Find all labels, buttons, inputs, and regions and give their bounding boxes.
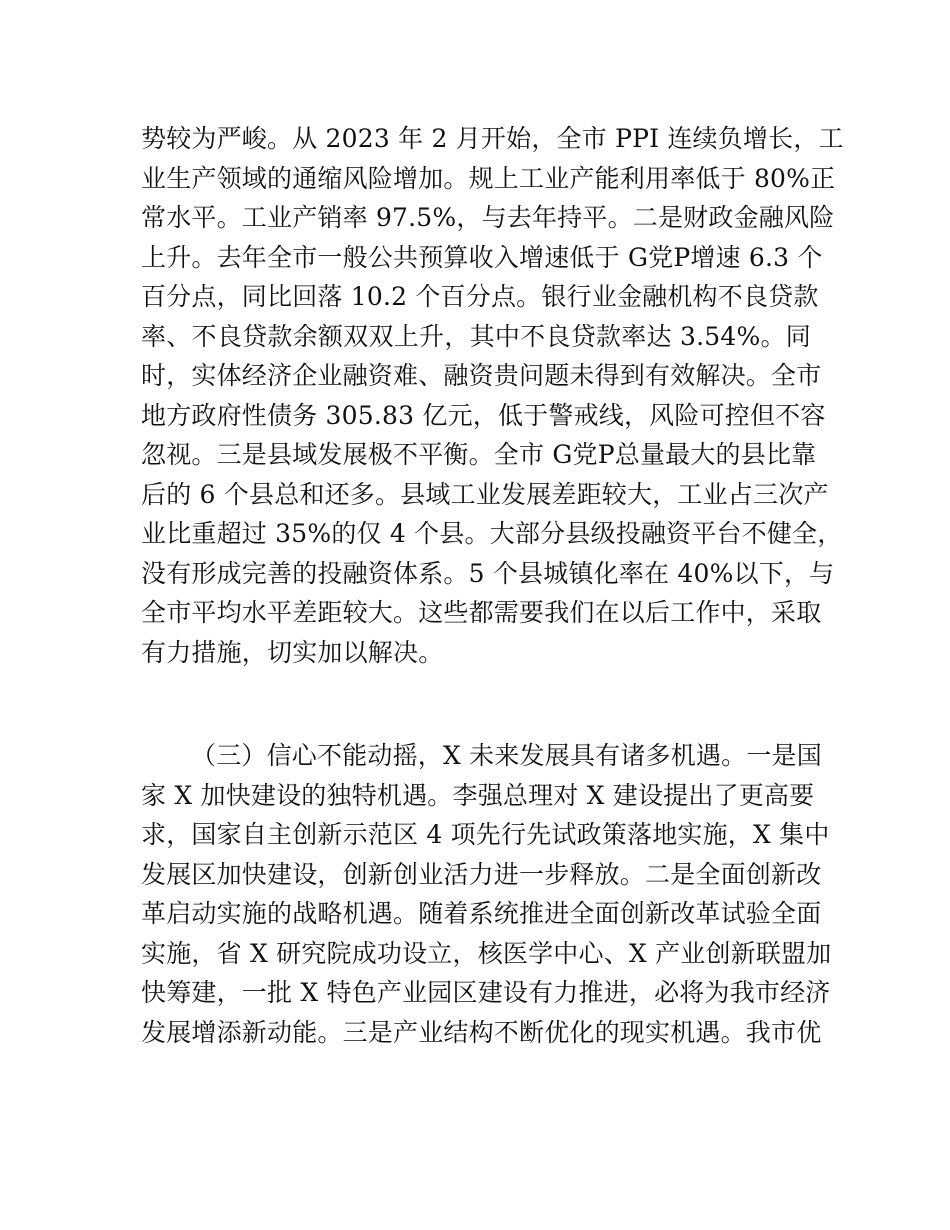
text-line: 上升。去年全市一般公共预算收入增速低于 G党P增速 6.3 个: [141, 242, 823, 272]
text-line: 忽视。三是县域发展极不平衡。全市 G党P总量最大的县比靠: [141, 440, 817, 469]
paragraph-risks: [141, 119, 844, 672]
text-line: 业生产领域的通缩风险增加。规上工业产能利用率低于 80%正: [141, 163, 836, 193]
text-line: 没有形成完善的投融资体系。5 个县城镇化率在 40%以下，与: [141, 558, 835, 588]
text-line: 有力措施，切实加以解决。: [141, 637, 444, 667]
text-line: 家 X 加快建设的独特机遇。李强总理对 X 建设提出了更高要: [141, 780, 815, 810]
text-line: 快筹建，一批 X 特色产业园区建设有力推进，必将为我市经济: [141, 978, 831, 1007]
text-line: 革启动实施的战略机遇。随着系统推进全面创新改革试验全面: [141, 899, 822, 928]
text-line: 发展增添新动能。三是产业结构不断优化的现实机遇。我市优: [141, 1017, 822, 1047]
text-line: （三）信心不能动摇，X 未来发展具有诸多机遇。一是国: [191, 741, 822, 770]
text-line: 势较为严峻。从 2023 年 2 月开始，全市 PPI 连续负增长，工: [141, 124, 844, 153]
paragraph-opportunities: [141, 736, 832, 1052]
text-line: 业比重超过 35%的仅 4 个县。大部分县级投融资平台不健全，: [141, 519, 843, 548]
text-line: 发展区加快建设，创新创业活力进一步释放。二是全面创新改: [141, 859, 822, 889]
text-line: 实施，省 X 研究院成功设立，核医学中心、X 产业创新联盟加: [141, 938, 832, 968]
text-line: 全市平均水平差距较大。这些都需要我们在以后工作中，采取: [141, 598, 822, 627]
text-line: 率、不良贷款余额双双上升，其中不良贷款率达 3.54%。同: [141, 321, 811, 351]
text-line: 时，实体经济企业融资难、融资贵问题未得到有效解决。全市: [141, 361, 822, 390]
text-line: 地方政府性债务 305.83 亿元，低于警戒线，风险可控但不容: [141, 400, 826, 430]
text-line: 求，国家自主创新示范区 4 项先行先试政策落地实施，X 集中: [141, 820, 830, 849]
text-line: 常水平。工业产销率 97.5%，与去年持平。二是财政金融风险: [141, 203, 835, 232]
text-line: 百分点，同比回落 10.2 个百分点。银行业金融机构不良贷款: [141, 282, 819, 311]
text-line: 后的 6 个县总和还多。县域工业发展差距较大，工业占三次产: [141, 479, 829, 509]
